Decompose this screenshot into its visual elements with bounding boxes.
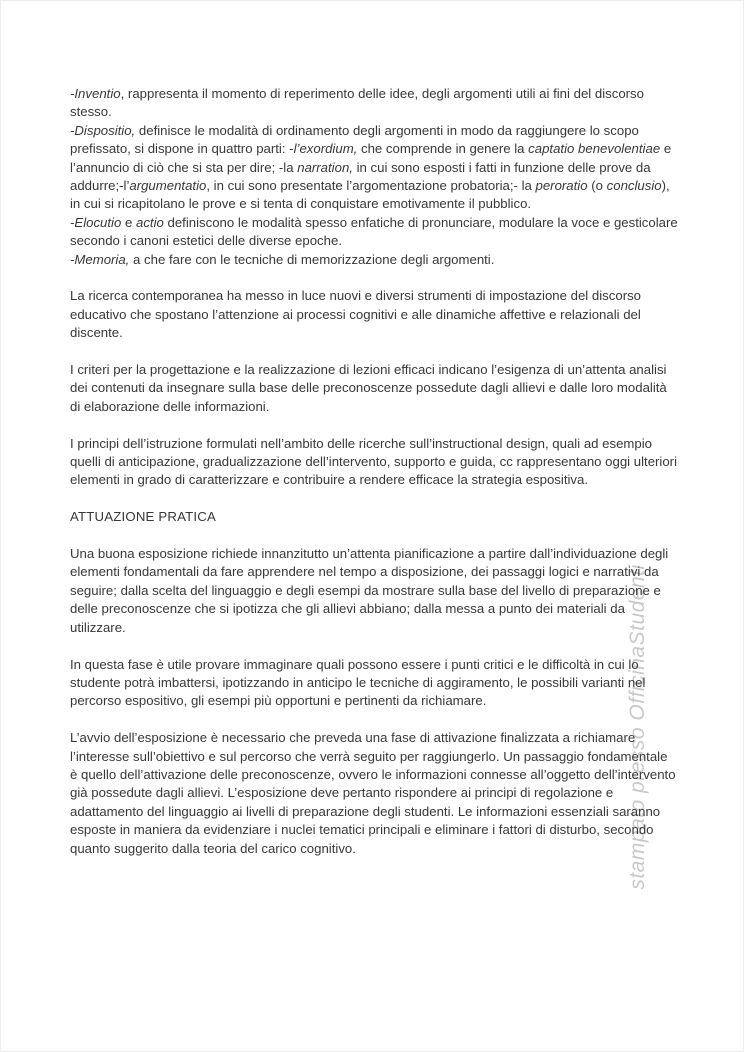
italic-text-run: l’exordium, xyxy=(293,141,358,157)
paragraph xyxy=(70,435,678,490)
italic-text-run: narration, xyxy=(297,159,353,175)
section-heading xyxy=(70,508,678,526)
italic-text-run: captatio benevolentiae xyxy=(528,141,661,157)
text-run: e l’annuncio di ciò che si sta per dire; -la xyxy=(70,141,672,175)
rhetoric-list-item xyxy=(70,122,678,214)
text-run: I principi dell’istruzione formulati nell’ambito delle ricerche sull’instructional design, quali ad esempio quelli di anticipazione, gradualizzazione dell’intervento, supporto e guida, cc rappresentano oggi ulteriori elementi in grado di caratterizzare e contribuire a rendere efficace la strategia espositiva. xyxy=(70,435,678,488)
text-run: in cui sono esposti i fatti in funzione delle prove da addurre;-l’ xyxy=(70,159,651,194)
paragraph xyxy=(70,656,678,711)
text-run: a che fare con le tecniche di memorizzazione degli argomenti. xyxy=(129,251,495,267)
text-run: e xyxy=(121,214,136,230)
text-run: (o xyxy=(587,178,607,194)
document-content xyxy=(70,85,678,858)
text-run: che comprende in genere la xyxy=(357,141,529,157)
rhetoric-list-item xyxy=(70,251,678,269)
rhetoric-list-item xyxy=(70,214,678,251)
text-run: ATTUAZIONE PRATICA xyxy=(70,509,216,525)
italic-text-run: conclusio xyxy=(606,178,662,194)
rhetoric-list-item xyxy=(70,85,678,122)
text-run: definiscono le modalità spesso enfatiche di pronunciare, modulare la voce e gesticolare secondo i canoni estetici delle diverse epoche. xyxy=(70,214,678,249)
italic-text-run: -Elocutio xyxy=(70,214,122,230)
italic-text-run: -Dispositio, xyxy=(70,122,136,138)
text-run: In questa fase è utile provare immaginare quali possono essere i punti critici e le difficoltà in cui lo studente potrà imbattersi, ipotizzando in anticipo le tecniche di aggiramento, le possibili varianti nel percorso espositivo, gli esempi più opportuni e pertinenti da richiamare. xyxy=(70,656,646,709)
watermark-text: stampato presso OfficinaStudenti xyxy=(626,564,649,890)
italic-text-run: -Memoria, xyxy=(70,251,130,267)
italic-text-run: peroratio xyxy=(535,178,588,194)
paragraph xyxy=(70,287,678,342)
text-run: , in cui sono presentate l’argomentazione probatoria;- la xyxy=(206,178,536,194)
italic-text-run: -Inventio xyxy=(70,86,121,101)
text-run: , rappresenta il momento di reperimento delle idee, degli argomenti utili ai fini del discorso stesso. xyxy=(70,86,644,120)
italic-text-run: argumentatio xyxy=(129,178,207,194)
text-run: Una buona esposizione richiede innanzitutto un’attenta pianificazione a partire dall’individuazione degli elementi fondamentali da fare apprendere nel tempo a disposizione, dei passaggi logici e narrativi da seguire; dalla scelta del linguaggio e degli esempi da mostrare sulla base del livello di preparazione e delle preconoscenze che si ipotizza che gli allievi abbiano; dalla messa a punto dei materiali da utilizzare. xyxy=(70,546,669,635)
paragraph xyxy=(70,545,678,637)
text-run: definisce le modalità di ordinamento degli argomenti in modo da raggiungere lo scopo prefissato, si dispone in quattro parti: - xyxy=(70,122,639,157)
paragraph xyxy=(70,361,678,416)
text-run: I criteri per la progettazione e la realizzazione di lezioni efficaci indicano l’esigenza di un’attenta analisi dei contenuti da insegnare sulla base delle preconoscenze possedute dagli allievi e dalle loro modalità di elaborazione delle informazioni. xyxy=(70,362,667,414)
italic-text-run: actio xyxy=(135,214,164,230)
text-run: L’avvio dell’esposizione è necessario che preveda una fase di attivazione finalizzata a richiamare l’interesse sull’obiettivo e sul percorso che verrà seguito per raggiungerlo. Un passaggio fondamentale è quello dell’attivazione delle preconoscenze, ovvero le informazioni connesse all’oggetto dell’intervento già possedute dagli allievi. L’esposizione deve pertanto rispondere ai principi di regolazione e adattamento del linguaggio ai livelli di preparazione degli studenti. Le informazioni essenziali saranno esposte in maniera da evidenziare i nuclei tematici principali e eliminare i fattori di disturbo, secondo quanto suggerito dalla teoria del carico cognitivo. xyxy=(70,730,676,856)
paragraph xyxy=(70,729,678,858)
text-run: La ricerca contemporanea ha messo in luce nuovi e diversi strumenti di impostazione del discorso educativo che spostano l’attenzione ai processi cognitivi e alle dinamiche affettive e relazionali del discente. xyxy=(70,288,642,341)
text-run: ), in cui si ricapitolano le prove e si tenta di conquistare emotivamente il pubblico. xyxy=(70,178,670,212)
